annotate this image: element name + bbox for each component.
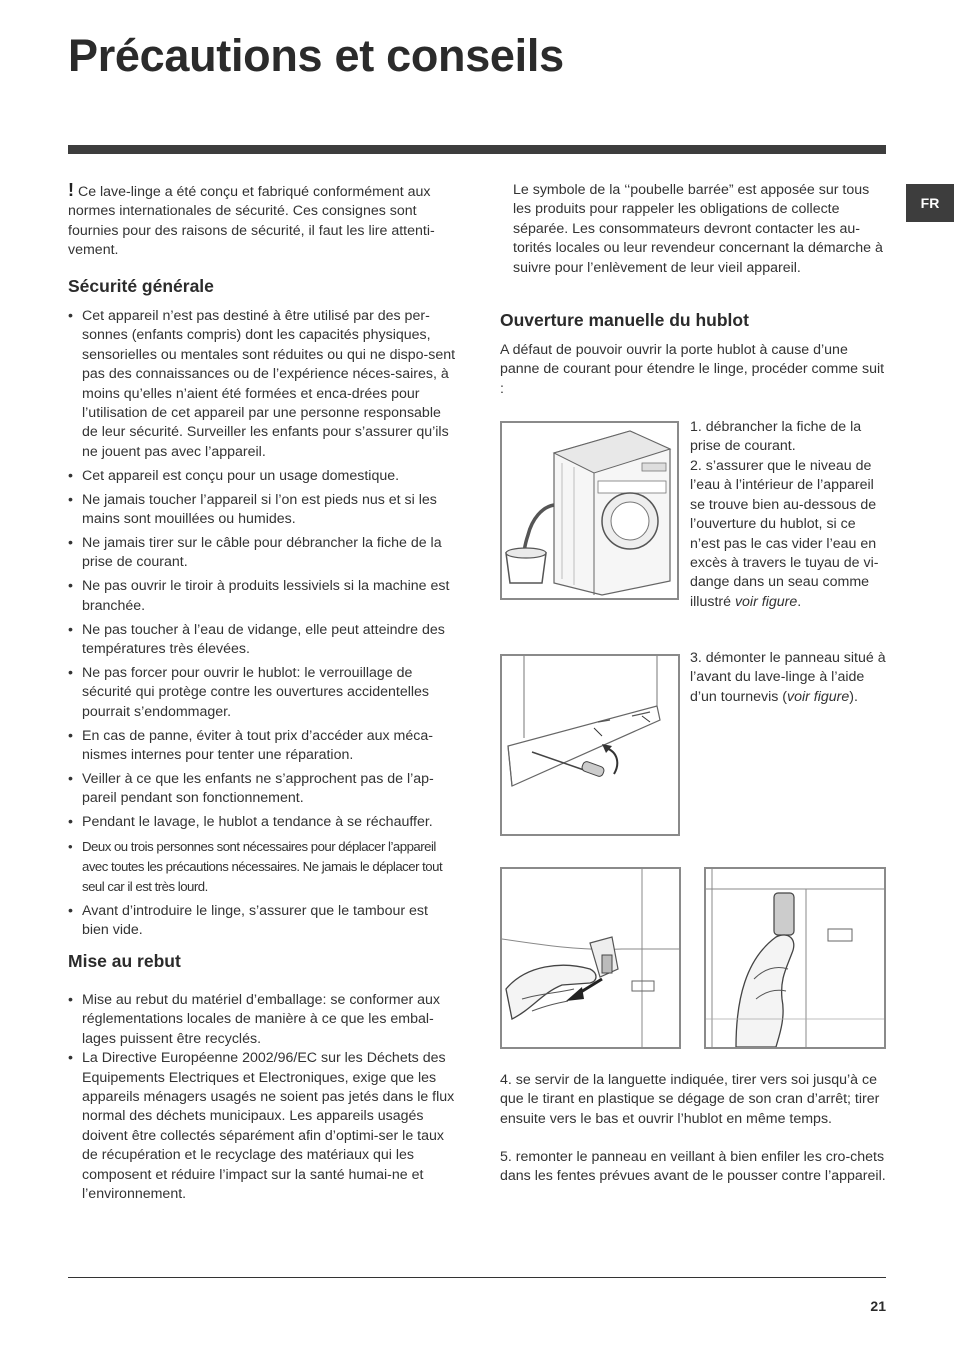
figure-reference: voir figure — [787, 688, 850, 705]
securite-heading: Sécurité générale — [68, 276, 214, 296]
list-item: • Deux ou trois personnes sont nécessaires pour déplacer l’appareil avec toutes les précautions nécessaires. Ne jamais le déplacer tout seul car il est très lourd. — [68, 837, 456, 897]
list-item: • Pendant le lavage, le hublot a tendance à se réchauffer. — [68, 813, 456, 832]
footer-rule — [68, 1277, 886, 1278]
washing-machine-illustration — [502, 423, 677, 598]
title-rule — [68, 145, 886, 154]
securite-list — [68, 307, 456, 945]
step-1: 1. débrancher la fiche de la prise de courant. — [690, 419, 862, 455]
intro-text: Ce lave-linge a été conçu et fabriqué conformément aux normes internationales de sécurité. Ces consignes sont fournies pour des raisons de sécurité, il faut les lire attenti-vement. — [68, 184, 435, 259]
warning-mark: ! — [68, 180, 74, 200]
step-4: 4. se servir de la languette indiquée, tirer vers soi jusqu’à ce que le tirant en plastique se dégage de son cran d’arrêt; tirer ensuite vers le bas et ouvrir l’hublot en même temps. — [500, 1072, 880, 1127]
step-2: 2. s’assurer que le niveau de l’eau à l’intérieur de l’appareil se trouve bien au-dessous de l’ouverture du hublot, si ce n’est pas le cas vider l’eau en excès à travers le tuyau de vi-dange dans un seau comme illustré voir figure. — [690, 458, 879, 610]
list-item: • Ne pas forcer pour ouvrir le hublot: le verrouillage de sécurité qui protège contre les ouvertures accidentelles pourrait s’endommager. — [68, 664, 456, 722]
pull-tab-illustration — [502, 869, 679, 1047]
list-item: • Mise au rebut du matériel d’emballage: se conformer aux réglementations locales de manière à ce que les embal-lages puissent être recyclés. — [68, 991, 456, 1049]
list-item: • Ne jamais toucher l’appareil si l’on est pieds nus et si les mains sont mouillées ou humides. — [68, 491, 456, 530]
rebut-heading: Mise au rebut — [68, 951, 181, 971]
panel-screwdriver-illustration — [502, 656, 678, 834]
list-item: • Cet appareil est conçu pour un usage domestique. — [68, 467, 456, 486]
step-5: 5. remonter le panneau en veillant à bien enfiler les cro-chets dans les fentes prévues avant de le pousser contre l’appareil. — [500, 1149, 886, 1185]
figure-drain-bucket — [500, 421, 679, 600]
figure-panel-screwdriver — [500, 654, 680, 836]
step-3: 3. démonter le panneau situé à l’avant du lave-linge à l’aide d’un tournevis (voir figure). — [690, 650, 886, 705]
hublot-intro: A défaut de pouvoir ouvrir la porte hublot à cause d’une panne de courant pour étendre le linge, procéder comme suit : — [500, 342, 885, 397]
figure-reference: voir figure — [734, 593, 798, 610]
intro-paragraph — [68, 181, 458, 261]
poubelle-paragraph: Le symbole de la ‘‘poubelle barrée” est apposée sur tous les produits pour rappeler les obligations de collecte séparée. Les consommateurs devront contacter les au-torités locales ou leur revendeur concernant la démarche à suivre pour l’enlèvement de leur vieil appareil. — [513, 182, 883, 276]
hold-tab-illustration — [706, 869, 884, 1047]
page-number: 21 — [870, 1298, 886, 1314]
page-title: Précautions et conseils — [68, 30, 564, 81]
list-item: • Ne pas toucher à l’eau de vidange, elle peut atteindre des températures très élevées. — [68, 621, 456, 660]
figure-hold-tab — [704, 867, 886, 1049]
list-item: • Ne pas ouvrir le tiroir à produits lessiviels si la machine est branchée. — [68, 577, 456, 616]
rebut-list — [68, 991, 456, 1204]
hublot-heading: Ouverture manuelle du hublot — [500, 310, 749, 330]
list-item: • En cas de panne, éviter à tout prix d’accéder aux méca-nismes internes pour tenter une réparation. — [68, 727, 456, 766]
figure-pull-tab — [500, 867, 681, 1049]
list-item: • Avant d’introduire le linge, s’assurer que le tambour est bien vide. — [68, 902, 456, 941]
list-item: • La Directive Européenne 2002/96/EC sur les Déchets des Equipements Electriques et Electroniques, exige que les appareils ménagers usagés ne soient pas jetés dans le flux normal des déchets municipaux. Les appareils usagés doivent être collectés séparément afin d’optimi-ser le taux de récupération et le recyclage des matériaux qui les composent et réduire l’impact sur la santé humai-ne et l’environnement. — [68, 1049, 456, 1204]
language-tab: FR — [906, 184, 954, 222]
list-item: • Ne jamais tirer sur le câble pour débrancher la fiche de la prise de courant. — [68, 534, 456, 573]
list-item: • Veiller à ce que les enfants ne s’approchent pas de l’ap-pareil pendant son fonctionnement. — [68, 770, 456, 809]
list-item: • Cet appareil n’est pas destiné à être utilisé par des per-sonnes (enfants compris) dont les capacités physiques, sensorielles ou mentales sont réduites ou qui ne dispo-sent pas des connaissances ou de l’expérience néces-saires, à moins qu’elles n’aient été formées et enca-drées pour l’utilisation de cet appareil par une personne responsable de leur sécurité. Surveiller les enfants pour s’assurer qu’ils ne jouent pas avec l’appareil. — [68, 307, 456, 462]
